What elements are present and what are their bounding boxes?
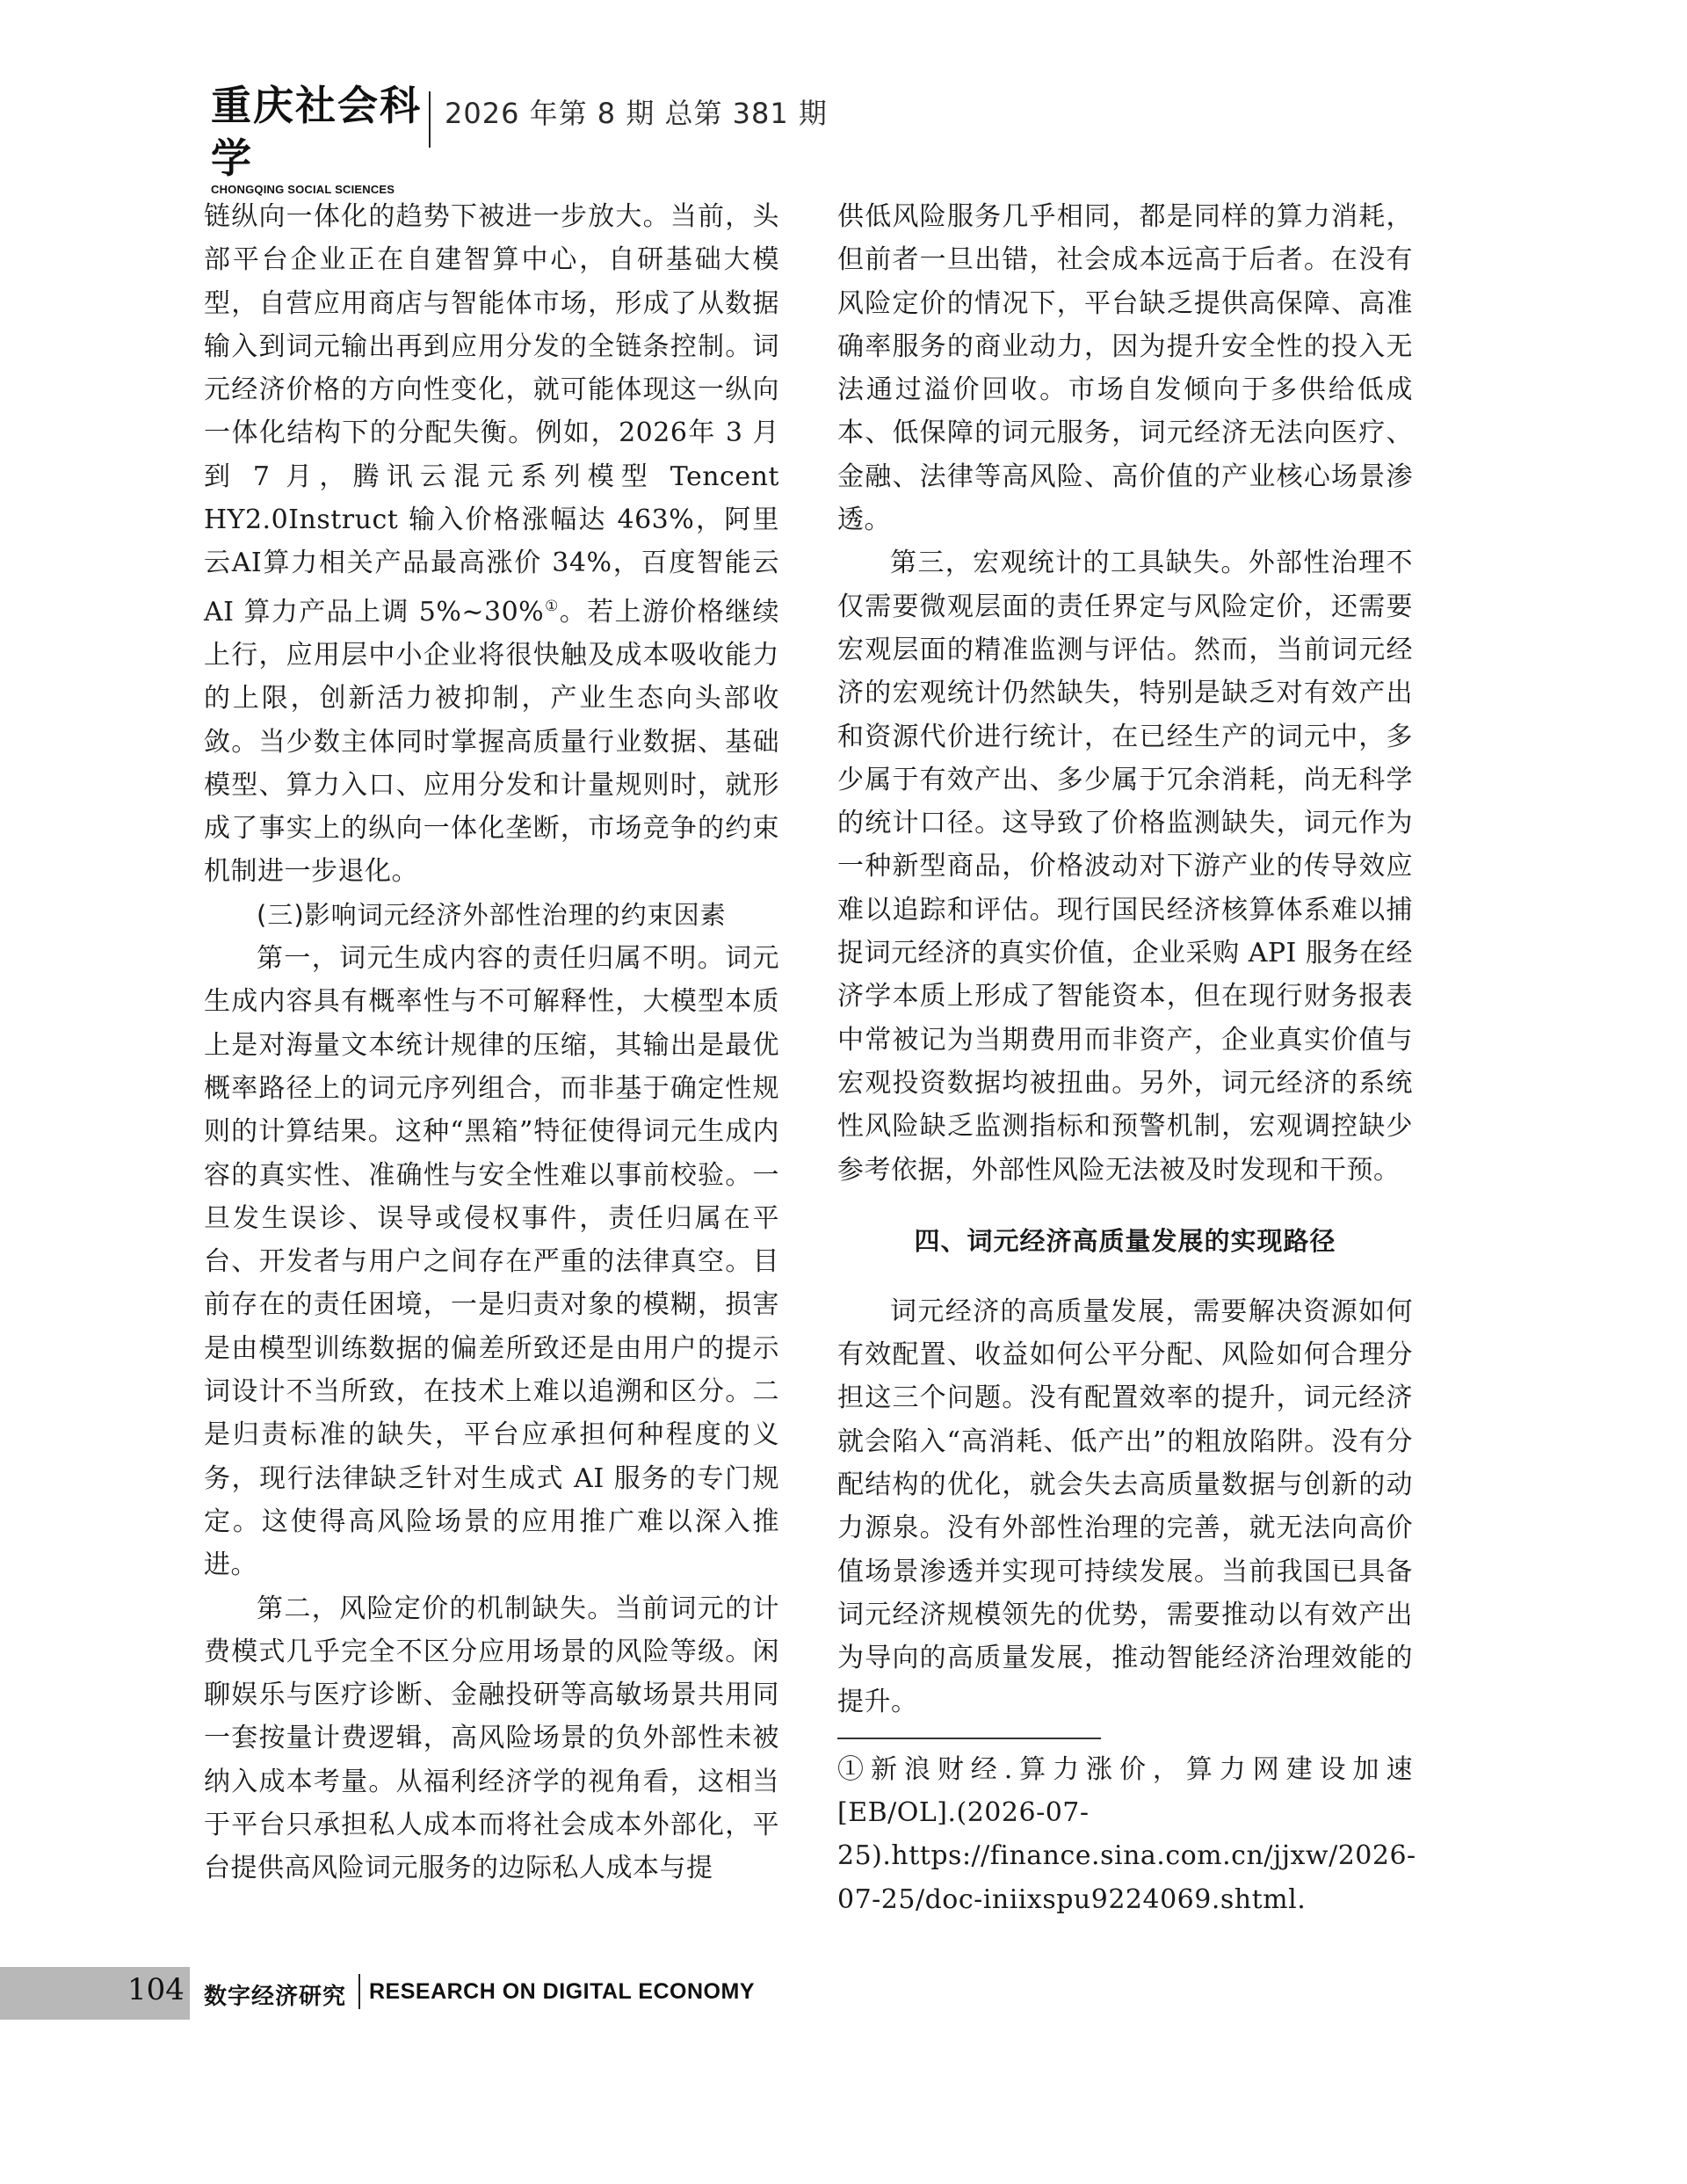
footer-section-en: RESEARCH ON DIGITAL ECONOMY (369, 1979, 755, 2004)
footer-section-cn: 数字经济研究 (204, 1984, 347, 2010)
journal-logo (211, 79, 426, 196)
paragraph-text: 。若上游价格继续上行，应用层中小企业将很快触及成本吸收能力的上限，创新活力被抑制，产业生态向头部收敛。当少数主体同时掌握高质量行业数据、基础模型、算力入口、应用分发和计量规则时，就形成了事实上的纵向一体化垄断，市场竞争的约束机制进一步退化。 (204, 596, 780, 888)
journal-title-cn: 重庆社会科学 (211, 82, 422, 182)
footnote-marker[interactable]: ① (544, 597, 560, 615)
footnote: ①新浪财经.算力涨价，算力网建设加速[EB/OL].(2026-07-25).https://finance.sina.com.cn/jjxw/2026-07-25/doc-iniixspu9224069.shtml. (837, 1753, 1416, 1915)
paragraph: 词元经济的高质量发展，需要解决资源如何有效配置、收益如何公平分配、风险如何合理分担这三个问题。没有配置效率的提升，词元经济就会陷入“高消耗、低产出”的粗放陷阱。没有分配结构的优化，就会失去高质量数据与创新的动力源泉。没有外部性治理的完善，就无法向高价值场景渗透并实现可持续发展。当前我国已具备词元经济规模领先的优势，需要推动以有效产出为导向的高质量发展，推动智能经济治理效能的提升。 (837, 1295, 1413, 1717)
journal-title-en: CHONGQING SOCIAL SCIENCES (211, 183, 395, 196)
paragraph (204, 195, 779, 894)
paragraph: 第二，风险定价的机制缺失。当前词元的计费模式几乎完全不区分应用场景的风险等级。闲聊娱乐与医疗诊断、金融投研等高敏场景共用同一套按量计费逻辑，高风险场景的负外部性未被纳入成本考量。从福利经济学的视角看，这相当于平台只承担私人成本而将社会成本外部化，平台提供高风险词元服务的边际私人成本与提 (204, 1593, 779, 1884)
section-heading: 四、词元经济高质量发展的实现路径 (914, 1225, 1336, 1256)
paragraph: 第一，词元生成内容的责任归属不明。词元生成内容具有概率性与不可解释性，大模型本质上是对海量文本统计规律的压缩，其输出是最优概率路径上的词元序列组合，而非基于确定性规则的计算结果。这种“黑箱”特征使得词元生成内容的真实性、准确性与安全性难以事前校验。一旦发生误诊、误导或侵权事件，责任归属在平台、开发者与用户之间存在严重的法律真空。目前存在的责任困境，一是归责对象的模糊，损害是由模型训练数据的偏差所致还是由用户的提示词设计不当所致，在技术上难以追溯和区分。二是归责标准的缺失，平台应承担何种程度的义务，现行法律缺乏针对生成式 AI 服务的专门规定。这使得高风险场景的应用推广难以深入推进。 (204, 943, 779, 1581)
footer-divider (358, 1974, 360, 2009)
page-number: 104 (127, 1972, 185, 2007)
right-column (837, 195, 1416, 1921)
issue-info: 2026 年第 8 期 总第 381 期 (445, 97, 828, 130)
paragraph: 第三，宏观统计的工具缺失。外部性治理不仅需要微观层面的责任界定与风险定价，还需要宏观层面的精准监测与评估。然而，当前词元经济的宏观统计仍然缺失，特别是缺乏对有效产出和资源代价进行统计，在已经生产的词元中，多少属于有效产出、多少属于冗余消耗，尚无科学的统计口径。这导致了价格监测缺失，词元作为一种新型商品，价格波动对下游产业的传导效应难以追踪和评估。现行国民经济核算体系难以捕捉词元经济的真实价值，企业采购 API 服务在经济学本质上形成了智能资本，但在现行财务报表中常被记为当期费用而非资产，企业真实价值与宏观投资数据均被扭曲。另外，词元经济的系统性风险缺乏监测指标和预警机制，宏观调控缺少参考依据，外部性风险无法被及时发现和干预。 (837, 548, 1413, 1186)
header-divider (429, 91, 431, 148)
paragraph: 供低风险服务几乎相同，都是同样的算力消耗，但前者一旦出错，社会成本远高于后者。在没有风险定价的情况下，平台缺乏提供高保障、高准确率服务的商业动力，因为提升安全性的投入无法通过溢价回收。市场自发倾向于多供给低成本、低保障的词元服务，词元经济无法向医疗、金融、法律等高风险、高价值的产业核心场景渗透。 (837, 201, 1413, 536)
footnote-divider (837, 1738, 1101, 1739)
subsection-heading: (三)影响词元经济外部性治理的约束因素 (257, 899, 727, 930)
page-header (211, 79, 1002, 196)
left-column (204, 195, 779, 1890)
paragraph-text: 链纵向一体化的趋势下被进一步放大。当前，头部平台企业正在自建智算中心，自研基础大模型，自营应用商店与智能体市场，形成了从数据输入到词元输出再到应用分发的全链条控制。词元经济价格的方向性变化，就可能体现这一纵向一体化结构下的分配失衡。例如，2026年 3 月到 7 月，腾讯云混元系列模型 Tencent HY2.0Instruct 输入价格涨幅达 463%，阿里云AI算力相关产品最高涨价 34%，百度智能云 AI 算力产品上调 5%~30% (204, 201, 779, 628)
